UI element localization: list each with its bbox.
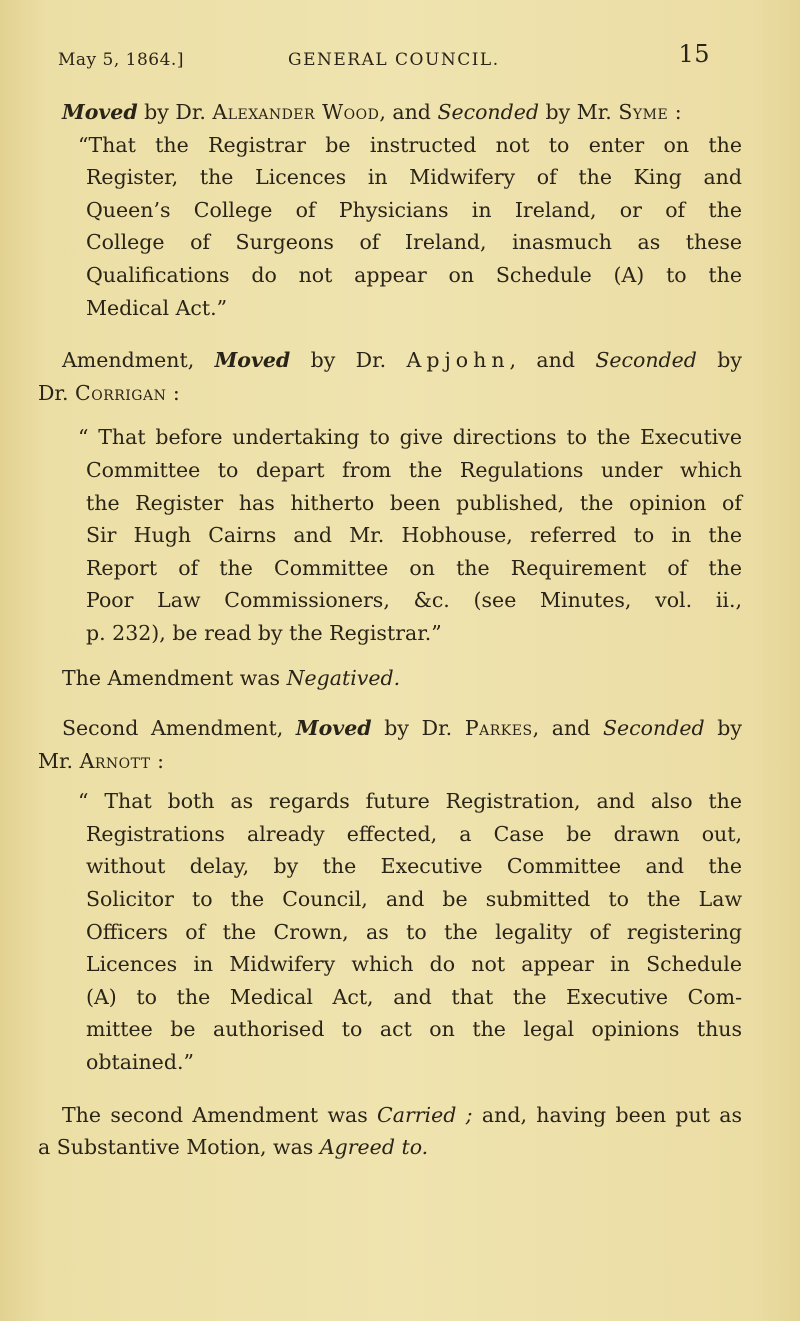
seconder-name: Arnott (79, 748, 151, 773)
header-date: May 5, 1864.] (58, 50, 184, 70)
seconder-name: Syme (618, 100, 669, 124)
mover-name: Alexander Wood (212, 100, 380, 124)
amendment1-quote: “ That before undertaking to give directions to the Executive Committee to depart from the Regulations under which the Register has hitherto been published, the opinion of Sir Hugh Cairns and Mr. Hobhouse, referred to in the Report of the Committee on the Requirement of the Poor Law Commissioners, &c. (see Minutes, vol. ii., p. 232), be read by the Registrar.” (78, 425, 742, 645)
amendment1-result: The Amendment was Negatived. (62, 665, 401, 690)
amendment2-result: The second Amendment was Carried ; and, having been put as (62, 1102, 742, 1127)
motion-intro: Moved by Dr. Alexander Wood, and Seconded by Mr. Syme : (62, 100, 682, 124)
amendment2-intro: Second Amendment, Moved by Dr. Parkes, and Seconded by (62, 716, 742, 741)
mover-name: Apjohn (406, 348, 510, 373)
page-number: 15 (678, 40, 710, 68)
amendment2-final: a Substantive Motion, was Agreed to. (38, 1135, 429, 1160)
amendment2-quote: “ That both as regards future Registration, and also the Registrations already effected, a Case be drawn out, without delay, by the Executive Committee and the Solicitor to the Council, and be submitted to the Law Officers of the Crown, as to the legality of registering Licences in Midwifery which do not appear in Schedule (A) to the Medical Act, and that the Executive Com- mittee be authorised to act on the legal opinions thus obtained.” (78, 789, 742, 1075)
amendment1-intro: Amendment, Moved by Dr. Apjohn, and Seconded by (62, 348, 742, 373)
seconder-name: Corrigan (75, 380, 167, 405)
mover-name: Parkes (464, 716, 533, 741)
header-title: GENERAL COUNCIL. (288, 50, 500, 70)
document-body: Moved by Dr. Alexander Wood, and Seconded by Mr. Syme : “That the Registrar be instructed not to enter on the Register, the Licences in Midwifery of the King and Queen’s College of Physicians in Ireland, or of the College of Surgeons of Ireland, inasmuch as these Qualifications do not appear on Schedule (A) to the Medical Act.” Amendment, Moved by Dr. Apjohn, and Seconded by Dr. Corrigan : “ That before undertaking to give directions to the Executive Committee to depart from the Regulations under which the Register has hitherto been published, the opinion of Sir Hugh Cairns and Mr. Hobhouse, referred to in the Report of the Committee on the Requirement of the Poor Law Commissioners, &c. (see Minutes, vol. ii., p. 232), be read by the Registrar.” The Amendment was Negatived. Second Amendment, Moved by Dr. Parkes, and Seconded by Mr. Arnott : “ That both as regards future Registration, and also the Registrations already effected, a Case be drawn out, without delay, by the Executive Committee and the Solicitor to the Council, and be submitted to the Law Officers of the Crown, as to the legality of registering Licences in Midwifery which do not appear in Schedule (A) to the Medical Act, and that the Executive Com- mittee be authorised to act on the legal opinions thus obtained.” The second Amendment was Carried ; and, having been put as a Substantive Motion, was Agreed to. (62, 96, 742, 1164)
motion-quote: “That the Registrar be instructed not to enter on the Register, the Licences in Midwifery of the King and Queen’s College of Physicians in Ireland, or of the College of Surgeons of Ireland, inasmuch as these Qualifications do not appear on Schedule (A) to the Medical Act.” (78, 132, 742, 320)
